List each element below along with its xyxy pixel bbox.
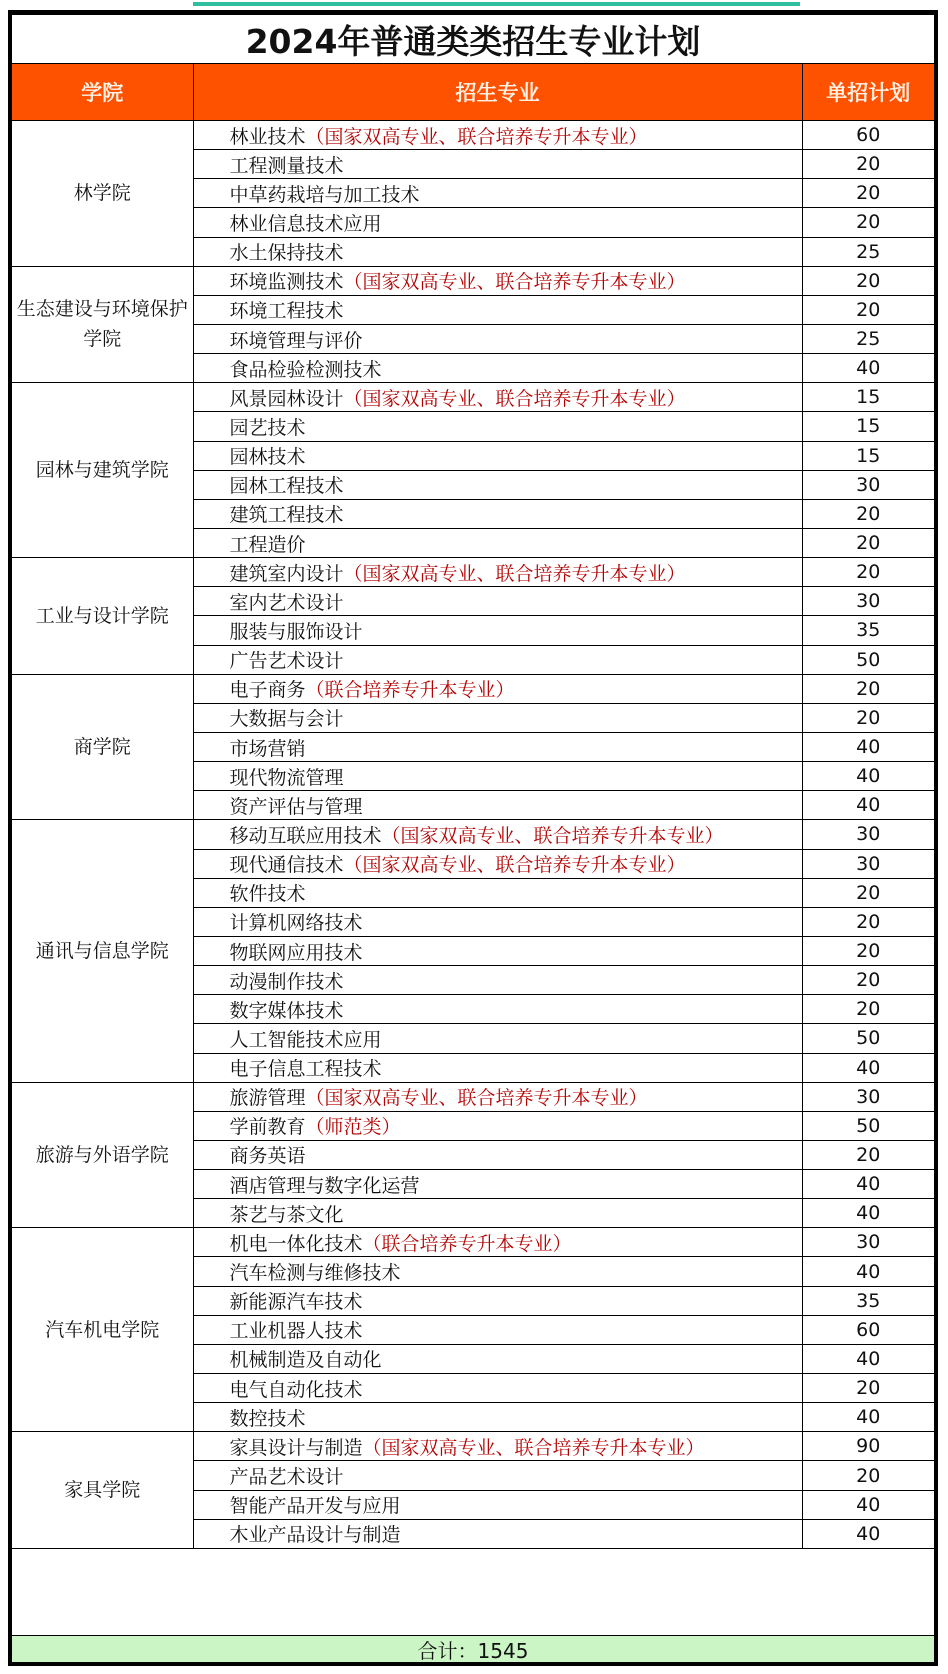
header-college: 学院 [12, 64, 193, 121]
major-name: 工程造价 [229, 533, 306, 556]
major-cell [193, 1432, 802, 1461]
major-cell [193, 674, 802, 703]
major-cell [193, 470, 802, 499]
quota-value: 60 [802, 1315, 934, 1344]
major-name: 移动互联应用技术 [229, 824, 382, 847]
quota-value: 40 [802, 762, 934, 791]
major-cell [193, 1461, 802, 1490]
quota-value: 20 [802, 878, 934, 907]
major-cell [193, 528, 802, 557]
quota-value: 40 [802, 1257, 934, 1286]
major-cell [193, 150, 802, 179]
major-cell [193, 1403, 802, 1432]
quota-value: 20 [802, 703, 934, 732]
major-cell [193, 966, 802, 995]
quota-value: 30 [802, 1228, 934, 1257]
quota-value: 40 [802, 354, 934, 383]
major-name: 水土保持技术 [229, 242, 344, 265]
major-cell [193, 849, 802, 878]
major-cell [193, 907, 802, 936]
quota-value: 20 [802, 1461, 934, 1490]
table-row [12, 121, 934, 150]
major-name: 家具设计与制造 [229, 1436, 363, 1459]
major-name: 电子信息工程技术 [229, 1058, 382, 1081]
major-name: 智能产品开发与应用 [229, 1495, 401, 1518]
college-name: 通讯与信息学院 [12, 820, 193, 1082]
table-header [12, 64, 934, 121]
major-cell [193, 1140, 802, 1169]
major-cell [193, 1257, 802, 1286]
major-note: （师范类） [305, 1116, 401, 1139]
quota-value: 20 [802, 179, 934, 208]
quota-value: 30 [802, 1082, 934, 1111]
major-cell [193, 820, 802, 849]
major-cell [193, 1374, 802, 1403]
major-note: （国家双高专业、联合培养专升本专业） [343, 562, 686, 585]
major-name: 木业产品设计与制造 [229, 1524, 401, 1547]
major-name: 环境管理与评价 [229, 329, 363, 352]
major-name: 林业信息技术应用 [229, 212, 382, 235]
major-cell [193, 499, 802, 528]
major-cell [193, 179, 802, 208]
major-cell [193, 383, 802, 412]
major-name: 电子商务 [229, 679, 306, 702]
quota-value: 40 [802, 1199, 934, 1228]
major-name: 产品艺术设计 [229, 1466, 344, 1489]
quota-value: 50 [802, 645, 934, 674]
quota-value: 90 [802, 1432, 934, 1461]
major-cell [193, 1490, 802, 1519]
major-name: 市场营销 [229, 737, 306, 760]
quota-value: 20 [802, 499, 934, 528]
college-name: 旅游与外语学院 [12, 1082, 193, 1228]
major-name: 物联网应用技术 [229, 941, 363, 964]
major-cell [193, 295, 802, 324]
quota-value: 20 [802, 674, 934, 703]
college-name: 汽车机电学院 [12, 1228, 193, 1432]
quota-value: 20 [802, 966, 934, 995]
table-row [12, 266, 934, 295]
major-cell [193, 266, 802, 295]
major-note: （国家双高专业、联合培养专升本专业） [343, 854, 686, 877]
major-cell [193, 1111, 802, 1140]
quota-value: 40 [802, 1403, 934, 1432]
major-name: 电气自动化技术 [229, 1378, 363, 1401]
table-row [12, 1432, 934, 1461]
major-name: 商务英语 [229, 1145, 306, 1168]
major-cell [193, 936, 802, 965]
quota-value: 15 [802, 383, 934, 412]
major-cell [193, 703, 802, 732]
major-name: 现代物流管理 [229, 766, 344, 789]
major-name: 园林技术 [229, 446, 306, 469]
enrollment-plan-sheet [8, 10, 938, 1666]
major-note: （国家双高专业、联合培养专升本专业） [381, 824, 724, 847]
major-cell [193, 441, 802, 470]
major-cell [193, 791, 802, 820]
major-name: 酒店管理与数字化运营 [229, 1174, 420, 1197]
table-row [12, 820, 934, 849]
major-name: 动漫制作技术 [229, 970, 344, 993]
enrollment-table [12, 64, 934, 1549]
major-name: 园林工程技术 [229, 475, 344, 498]
major-name: 环境工程技术 [229, 300, 344, 323]
quota-value: 30 [802, 849, 934, 878]
major-cell [193, 121, 802, 150]
major-name: 计算机网络技术 [229, 912, 363, 935]
major-note: （国家双高专业、联合培养专升本专业） [343, 387, 686, 410]
quota-value: 35 [802, 616, 934, 645]
major-cell [193, 587, 802, 616]
major-cell [193, 1024, 802, 1053]
major-cell [193, 1199, 802, 1228]
major-cell [193, 995, 802, 1024]
major-name: 工业机器人技术 [229, 1320, 363, 1343]
quota-value: 20 [802, 936, 934, 965]
college-name: 林学院 [12, 121, 193, 267]
major-name: 汽车检测与维修技术 [229, 1262, 401, 1285]
header-major: 招生专业 [193, 64, 802, 121]
major-name: 环境监测技术 [229, 271, 344, 294]
table-row [12, 383, 934, 412]
major-cell [193, 1082, 802, 1111]
header-quota: 单招计划 [802, 64, 934, 121]
college-name: 生态建设与环境保护学院 [12, 266, 193, 383]
major-cell [193, 762, 802, 791]
major-name: 学前教育 [229, 1116, 306, 1139]
major-name: 大数据与会计 [229, 708, 344, 731]
college-name: 工业与设计学院 [12, 558, 193, 675]
major-name: 服装与服饰设计 [229, 620, 363, 643]
major-name: 资产评估与管理 [229, 795, 363, 818]
quota-value: 20 [802, 995, 934, 1024]
major-name: 风景园林设计 [229, 387, 344, 410]
major-name: 现代通信技术 [229, 854, 344, 877]
major-cell [193, 1344, 802, 1373]
major-name: 机电一体化技术 [229, 1232, 363, 1255]
major-note: （联合培养专升本专业） [362, 1232, 572, 1255]
table-row [12, 1082, 934, 1111]
major-cell [193, 1315, 802, 1344]
quota-value: 30 [802, 470, 934, 499]
major-note: （国家双高专业、联合培养专升本专业） [305, 125, 648, 148]
major-cell [193, 412, 802, 441]
major-cell [193, 1286, 802, 1315]
major-cell [193, 645, 802, 674]
major-name: 工程测量技术 [229, 154, 344, 177]
quota-value: 60 [802, 121, 934, 150]
major-name: 食品检验检测技术 [229, 358, 382, 381]
major-name: 中草药栽培与加工技术 [229, 183, 420, 206]
quota-value: 40 [802, 1170, 934, 1199]
major-note: （联合培养专升本专业） [305, 679, 515, 702]
quota-value: 20 [802, 208, 934, 237]
college-name: 家具学院 [12, 1432, 193, 1549]
major-cell [193, 1053, 802, 1082]
quota-value: 20 [802, 266, 934, 295]
quota-value: 30 [802, 587, 934, 616]
top-accent-bar [193, 2, 800, 6]
major-name: 旅游管理 [229, 1087, 306, 1110]
quota-value: 20 [802, 1374, 934, 1403]
quota-value: 20 [802, 1140, 934, 1169]
major-cell [193, 558, 802, 587]
major-cell [193, 324, 802, 353]
major-name: 茶艺与茶文化 [229, 1203, 344, 1226]
quota-value: 20 [802, 150, 934, 179]
major-cell [193, 1170, 802, 1199]
major-name: 室内艺术设计 [229, 591, 344, 614]
total-row: 合计：1545 [12, 1635, 934, 1662]
major-name: 人工智能技术应用 [229, 1028, 382, 1051]
quota-value: 35 [802, 1286, 934, 1315]
college-name: 商学院 [12, 674, 193, 820]
quota-value: 15 [802, 412, 934, 441]
major-name: 数字媒体技术 [229, 999, 344, 1022]
table-row [12, 558, 934, 587]
major-cell [193, 1228, 802, 1257]
major-cell [193, 354, 802, 383]
major-cell [193, 878, 802, 907]
quota-value: 20 [802, 558, 934, 587]
major-name: 数控技术 [229, 1407, 306, 1430]
quota-value: 40 [802, 732, 934, 761]
quota-value: 50 [802, 1111, 934, 1140]
quota-value: 30 [802, 820, 934, 849]
major-name: 新能源汽车技术 [229, 1291, 363, 1314]
page-title: 2024年普通类类招生专业计划 [12, 15, 934, 64]
major-cell [193, 237, 802, 266]
major-note: （国家双高专业、联合培养专升本专业） [343, 271, 686, 294]
major-name: 机械制造及自动化 [229, 1349, 382, 1372]
major-name: 园艺技术 [229, 416, 306, 439]
major-name: 软件技术 [229, 883, 306, 906]
quota-value: 40 [802, 1344, 934, 1373]
table-body [12, 121, 934, 1549]
quota-value: 20 [802, 528, 934, 557]
major-cell [193, 732, 802, 761]
quota-value: 40 [802, 1053, 934, 1082]
quota-value: 15 [802, 441, 934, 470]
quota-value: 50 [802, 1024, 934, 1053]
quota-value: 40 [802, 1519, 934, 1548]
major-cell [193, 1519, 802, 1548]
major-note: （国家双高专业、联合培养专升本专业） [362, 1436, 705, 1459]
major-note: （国家双高专业、联合培养专升本专业） [305, 1087, 648, 1110]
major-name: 建筑室内设计 [229, 562, 344, 585]
major-name: 建筑工程技术 [229, 504, 344, 527]
college-name: 园林与建筑学院 [12, 383, 193, 558]
quota-value: 20 [802, 907, 934, 936]
major-name: 广告艺术设计 [229, 650, 344, 673]
quota-value: 25 [802, 324, 934, 353]
quota-value: 40 [802, 1490, 934, 1519]
major-cell [193, 208, 802, 237]
table-row [12, 674, 934, 703]
quota-value: 20 [802, 295, 934, 324]
major-name: 林业技术 [229, 125, 306, 148]
table-row [12, 1228, 934, 1257]
quota-value: 25 [802, 237, 934, 266]
quota-value: 40 [802, 791, 934, 820]
major-cell [193, 616, 802, 645]
